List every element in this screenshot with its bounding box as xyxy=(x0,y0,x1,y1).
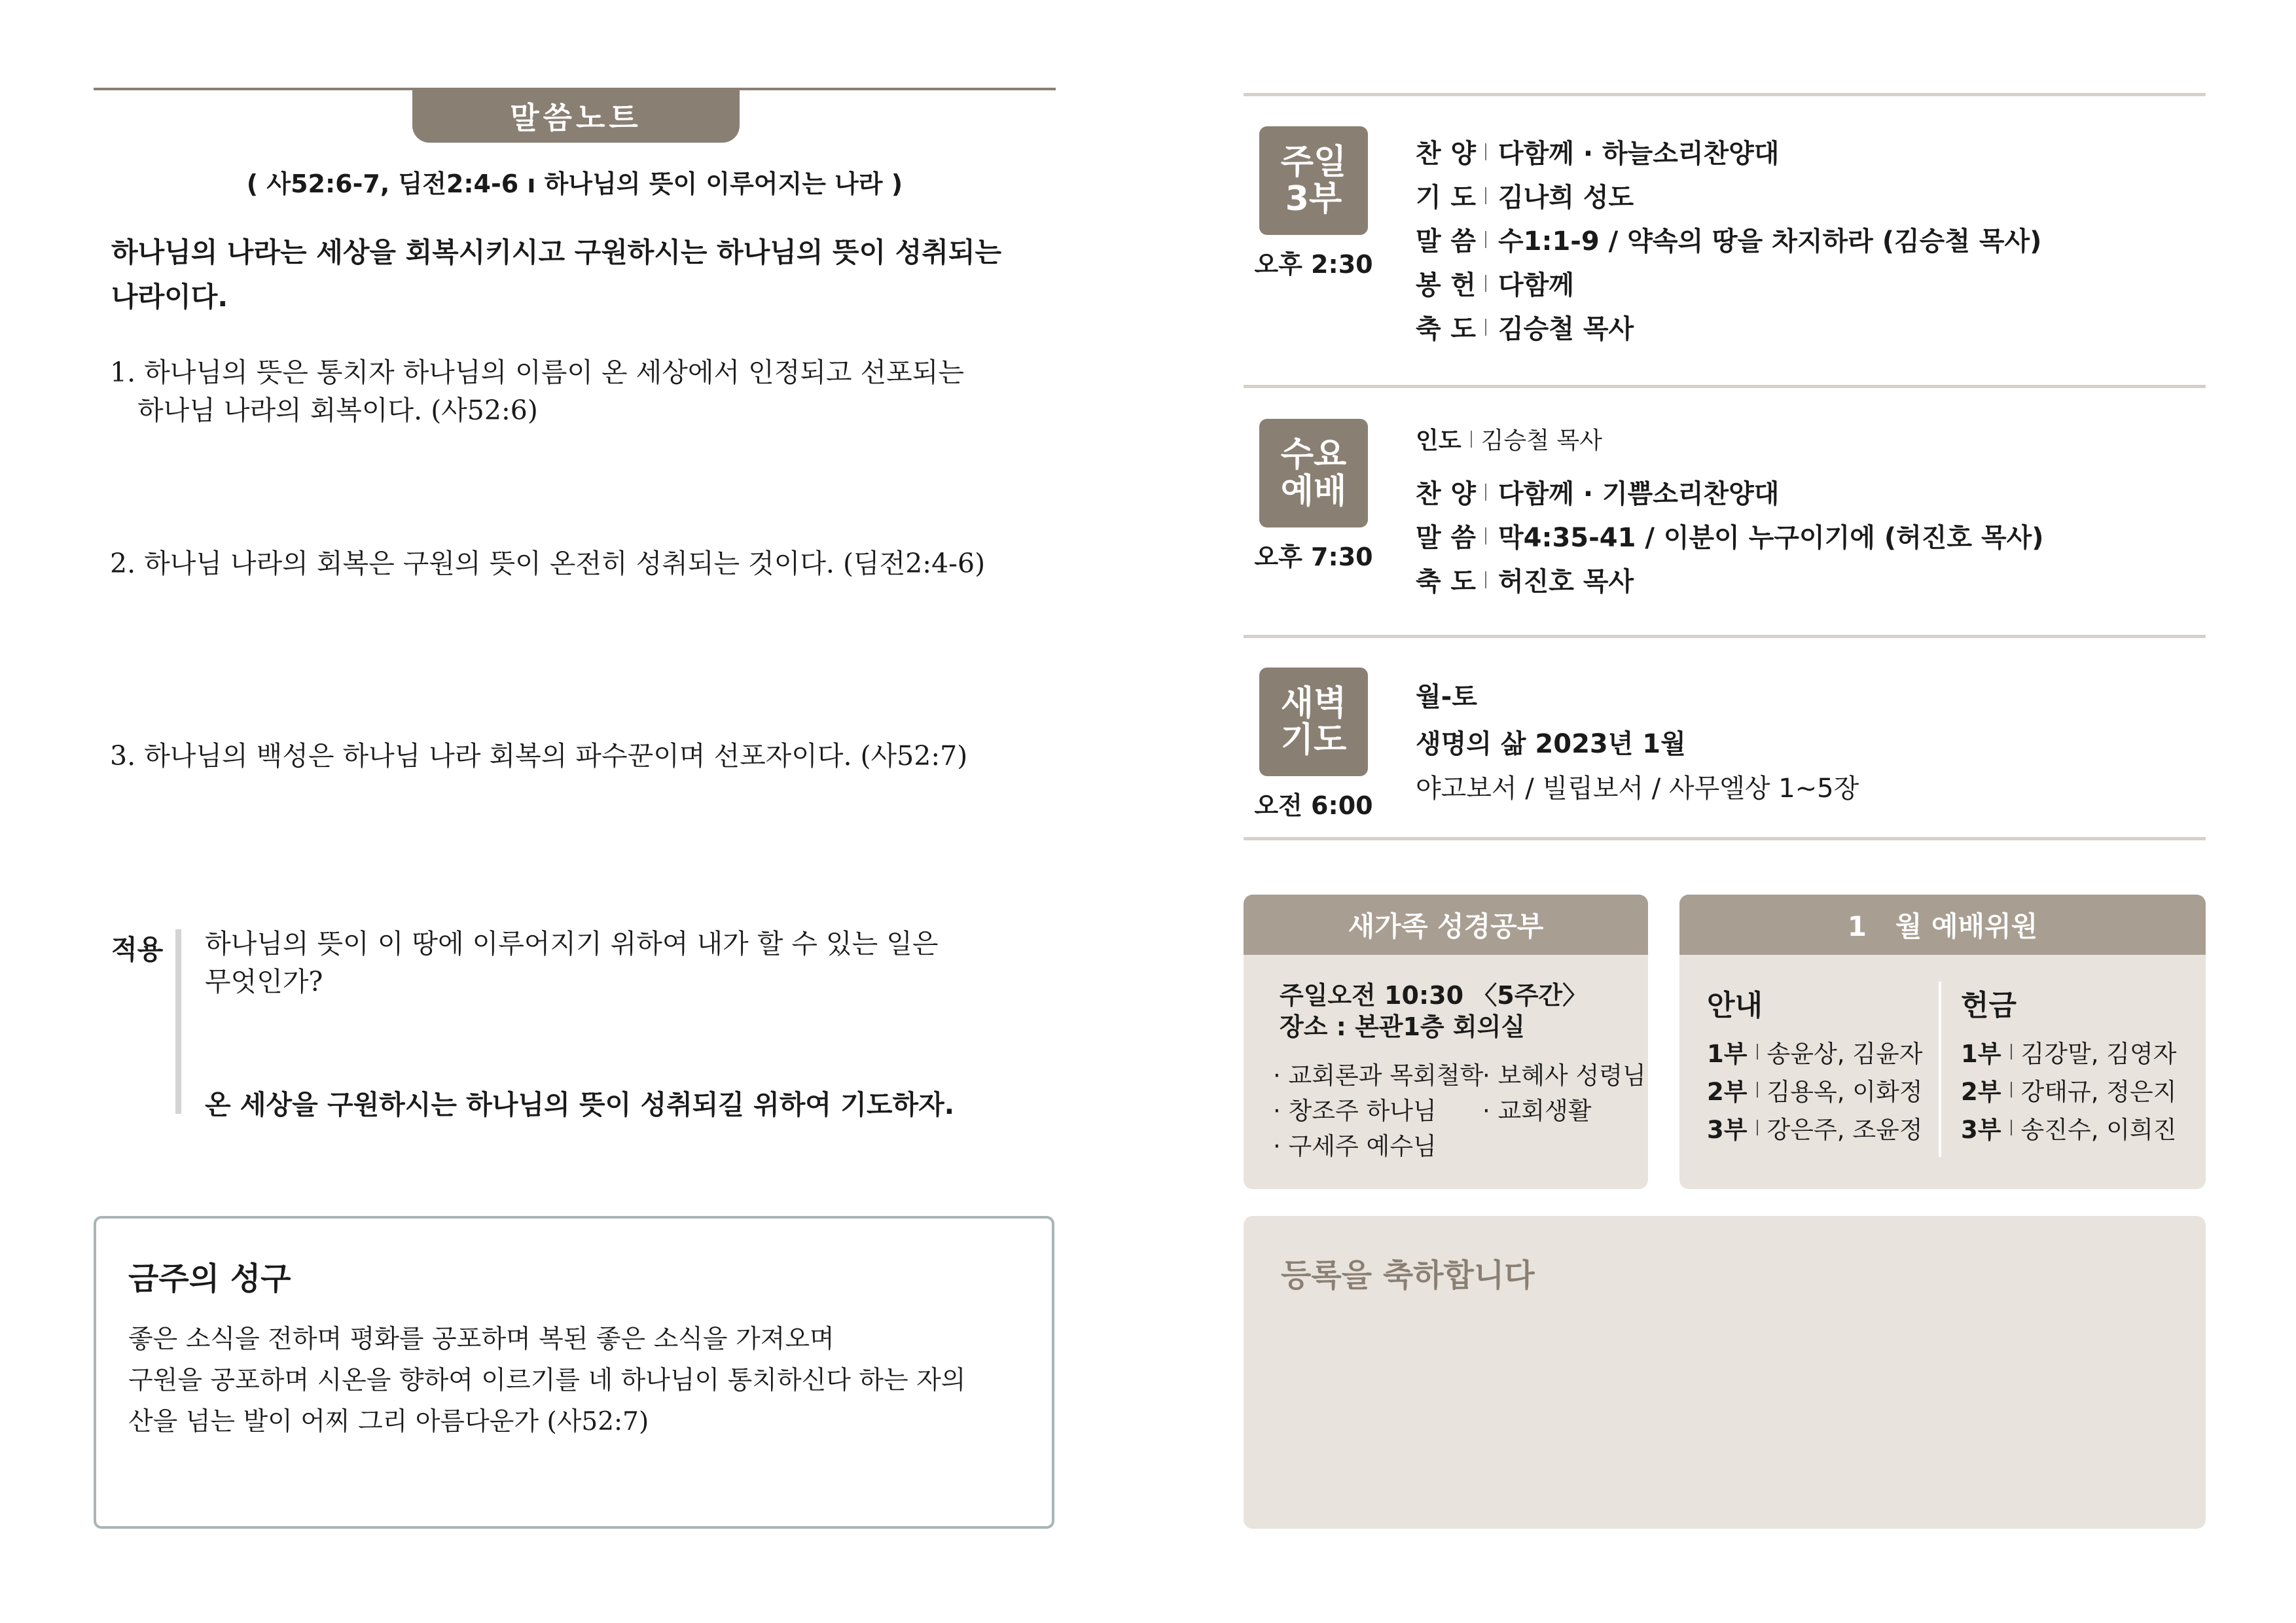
study-topic: · 교회생활 xyxy=(1482,1097,1592,1125)
order-label: 말 씀 xyxy=(1416,226,1476,257)
separator xyxy=(2011,1082,2012,1097)
dawn-material: 생명의 삶 2023년 1월 xyxy=(1416,729,1686,759)
part-label: 3부 xyxy=(1707,1116,1748,1144)
divider xyxy=(1244,635,2206,638)
point-line: 3. 하나님의 백성은 하나님 나라 회복의 파수꾼이며 선포자이다. (사52:7) xyxy=(110,740,968,772)
application-bar xyxy=(175,929,181,1114)
application-prayer: 온 세상을 구원하시는 하나님의 뜻이 성취되길 위하여 기도하자. xyxy=(205,1089,955,1120)
separator xyxy=(1485,571,1486,588)
order-value: 다함께 xyxy=(1498,270,1574,300)
divider xyxy=(1244,93,2206,96)
verse-line: 구원을 공포하며 시온을 향하여 이르기를 네 하나님이 통치하신다 하는 자의 xyxy=(128,1366,966,1395)
verse-line: 좋은 소식을 전하며 평화를 공포하며 복된 좋은 소식을 가져오며 xyxy=(128,1325,834,1354)
separator xyxy=(1757,1082,1758,1097)
application-label: 적용 xyxy=(111,934,164,965)
dawn-days: 월-토 xyxy=(1416,682,1477,712)
separator xyxy=(2011,1120,2012,1135)
study-topic: · 교회론과 목회철학 xyxy=(1273,1061,1484,1090)
names: 송윤상, 김윤자 xyxy=(1767,1040,1923,1068)
names: 강태규, 정은지 xyxy=(2020,1078,2177,1106)
point-3 xyxy=(110,737,1013,775)
leader-label: 인도 xyxy=(1416,427,1462,454)
order-value: 허진호 목사 xyxy=(1498,567,1634,597)
wednesday-service-badge xyxy=(1259,419,1368,527)
badge-line: 새벽 xyxy=(1280,684,1347,723)
application-question xyxy=(205,925,984,1001)
order-row xyxy=(1416,264,1574,302)
main-point xyxy=(111,230,1014,319)
wednesday-service-time: 오후 7:30 xyxy=(1254,543,1373,571)
order-value: 막4:35-41 / 이분이 누구이기에 (허진호 목사) xyxy=(1498,523,2044,553)
order-label: 축 도 xyxy=(1416,567,1476,597)
separator xyxy=(1485,275,1486,292)
application-question-line: 무엇인가? xyxy=(205,966,323,997)
badge-line: 예배 xyxy=(1280,472,1347,511)
point-line: 2. 하나님 나라의 회복은 구원의 뜻이 온전히 성취되는 것이다. (딤전2:4-6) xyxy=(110,548,986,579)
dawn-prayer-time: 오전 6:00 xyxy=(1254,791,1373,820)
separator xyxy=(1471,431,1472,448)
study-topic: · 창조주 하나님 xyxy=(1273,1097,1437,1125)
scripture-reference: ( 사52:6-7, 딤전2:4-6 ı 하나님의 뜻이 이루어지는 나라 ) xyxy=(246,169,903,198)
order-label: 봉 헌 xyxy=(1416,270,1476,300)
separator xyxy=(2011,1044,2012,1060)
separator xyxy=(1485,231,1486,248)
order-label: 기 도 xyxy=(1416,183,1476,213)
order-row xyxy=(1416,133,1779,170)
part-label: 3부 xyxy=(1961,1116,2001,1144)
bible-study-header: 새가족 성경공부 xyxy=(1244,895,1648,955)
separator xyxy=(1485,484,1486,501)
names: 김용옥, 이화정 xyxy=(1767,1078,1923,1106)
order-row xyxy=(1416,177,1634,214)
order-value: 수1:1-9 / 약속의 땅을 차지하라 (김승철 목사) xyxy=(1498,226,2042,257)
divider xyxy=(1244,837,2206,840)
point-line: 1. 하나님의 뜻은 통치자 하나님의 이름이 온 세상에서 인정되고 선포되는 xyxy=(110,357,964,388)
part-label: 1부 xyxy=(1707,1040,1748,1068)
order-value: 다함께 · 기쁨소리찬양대 xyxy=(1498,479,1780,509)
study-topic: · 보혜사 성령님 xyxy=(1482,1061,1646,1090)
badge-line: 수요 xyxy=(1280,435,1347,474)
offering-column-title: 헌금 xyxy=(1961,989,2017,1022)
order-value: 다함께 · 하늘소리찬양대 xyxy=(1498,139,1780,169)
order-value: 김승철 목사 xyxy=(1498,314,1634,344)
part-label: 1부 xyxy=(1961,1040,2001,1068)
worship-committee-header: 1 월 예배위원 xyxy=(1679,895,2206,955)
order-label: 말 씀 xyxy=(1416,523,1476,553)
bible-study-time: 주일오전 10:30 〈5주간〉 xyxy=(1280,981,1588,1010)
usher-column-title: 안내 xyxy=(1707,989,1763,1022)
offering-row xyxy=(1961,1110,2176,1145)
separator xyxy=(1485,187,1486,204)
point-1 xyxy=(110,353,1013,429)
study-topic: · 구세주 예수님 xyxy=(1273,1132,1437,1160)
weekly-verse-title: 금주의 성구 xyxy=(128,1260,291,1297)
dawn-line xyxy=(1416,768,1859,805)
point-2 xyxy=(110,544,1013,582)
names: 강은주, 조윤정 xyxy=(1767,1116,1923,1144)
main-point-line: 나라이다. xyxy=(111,281,228,313)
point-line: 하나님 나라의 회복이다. (사52:6) xyxy=(137,395,538,426)
application-question-line: 하나님의 뜻이 이 땅에 이루어지기 위하여 내가 할 수 있는 일은 xyxy=(205,928,939,959)
separator xyxy=(1757,1120,1758,1135)
sunday-service-badge xyxy=(1259,126,1368,235)
leader-value: 김승철 목사 xyxy=(1480,427,1602,454)
dawn-books: 야고보서 / 빌립보서 / 사무엘상 1~5장 xyxy=(1416,774,1859,804)
badge-line: 3부 xyxy=(1285,179,1342,219)
badge-line: 주일 xyxy=(1280,143,1347,182)
badge-line: 기도 xyxy=(1280,721,1347,760)
offering-row xyxy=(1961,1034,2176,1069)
sunday-service-time: 오후 2:30 xyxy=(1254,250,1373,279)
usher-row xyxy=(1707,1072,1922,1107)
order-value: 김나희 성도 xyxy=(1498,183,1634,213)
usher-row xyxy=(1707,1110,1922,1145)
dawn-line xyxy=(1416,723,1686,760)
main-point-line: 하나님의 나라는 세상을 회복시키시고 구원하시는 하나님의 뜻이 성취되는 xyxy=(111,236,1002,268)
registration-title: 등록을 축하합니다 xyxy=(1281,1257,1535,1294)
separator xyxy=(1485,527,1486,544)
order-row xyxy=(1416,221,2041,258)
names: 송진수, 이희진 xyxy=(2020,1116,2177,1144)
separator xyxy=(1485,143,1486,160)
weekly-verse-text xyxy=(128,1319,1031,1442)
usher-row xyxy=(1707,1034,1922,1069)
separator xyxy=(1485,319,1486,336)
order-row xyxy=(1416,308,1634,346)
order-row xyxy=(1416,517,2044,554)
order-label: 찬 양 xyxy=(1416,139,1476,169)
names: 김강말, 김영자 xyxy=(2020,1040,2177,1068)
order-row xyxy=(1416,561,1634,598)
divider xyxy=(1244,385,2206,388)
bible-study-place: 장소 : 본관1층 회의실 xyxy=(1280,1012,1525,1041)
dawn-prayer-badge xyxy=(1259,668,1368,776)
dawn-line xyxy=(1416,676,1477,713)
column-divider xyxy=(1939,982,1941,1157)
verse-line: 산을 넘는 발이 어찌 그리 아름다운가 (사52:7) xyxy=(128,1407,649,1436)
order-label: 축 도 xyxy=(1416,314,1476,344)
separator xyxy=(1757,1044,1758,1060)
section-title-tab: 말씀노트 xyxy=(412,89,740,143)
order-row xyxy=(1416,473,1779,510)
order-label: 찬 양 xyxy=(1416,479,1476,509)
part-label: 2부 xyxy=(1707,1078,1748,1106)
part-label: 2부 xyxy=(1961,1078,2001,1106)
leader-row xyxy=(1416,422,1602,455)
offering-row xyxy=(1961,1072,2176,1107)
